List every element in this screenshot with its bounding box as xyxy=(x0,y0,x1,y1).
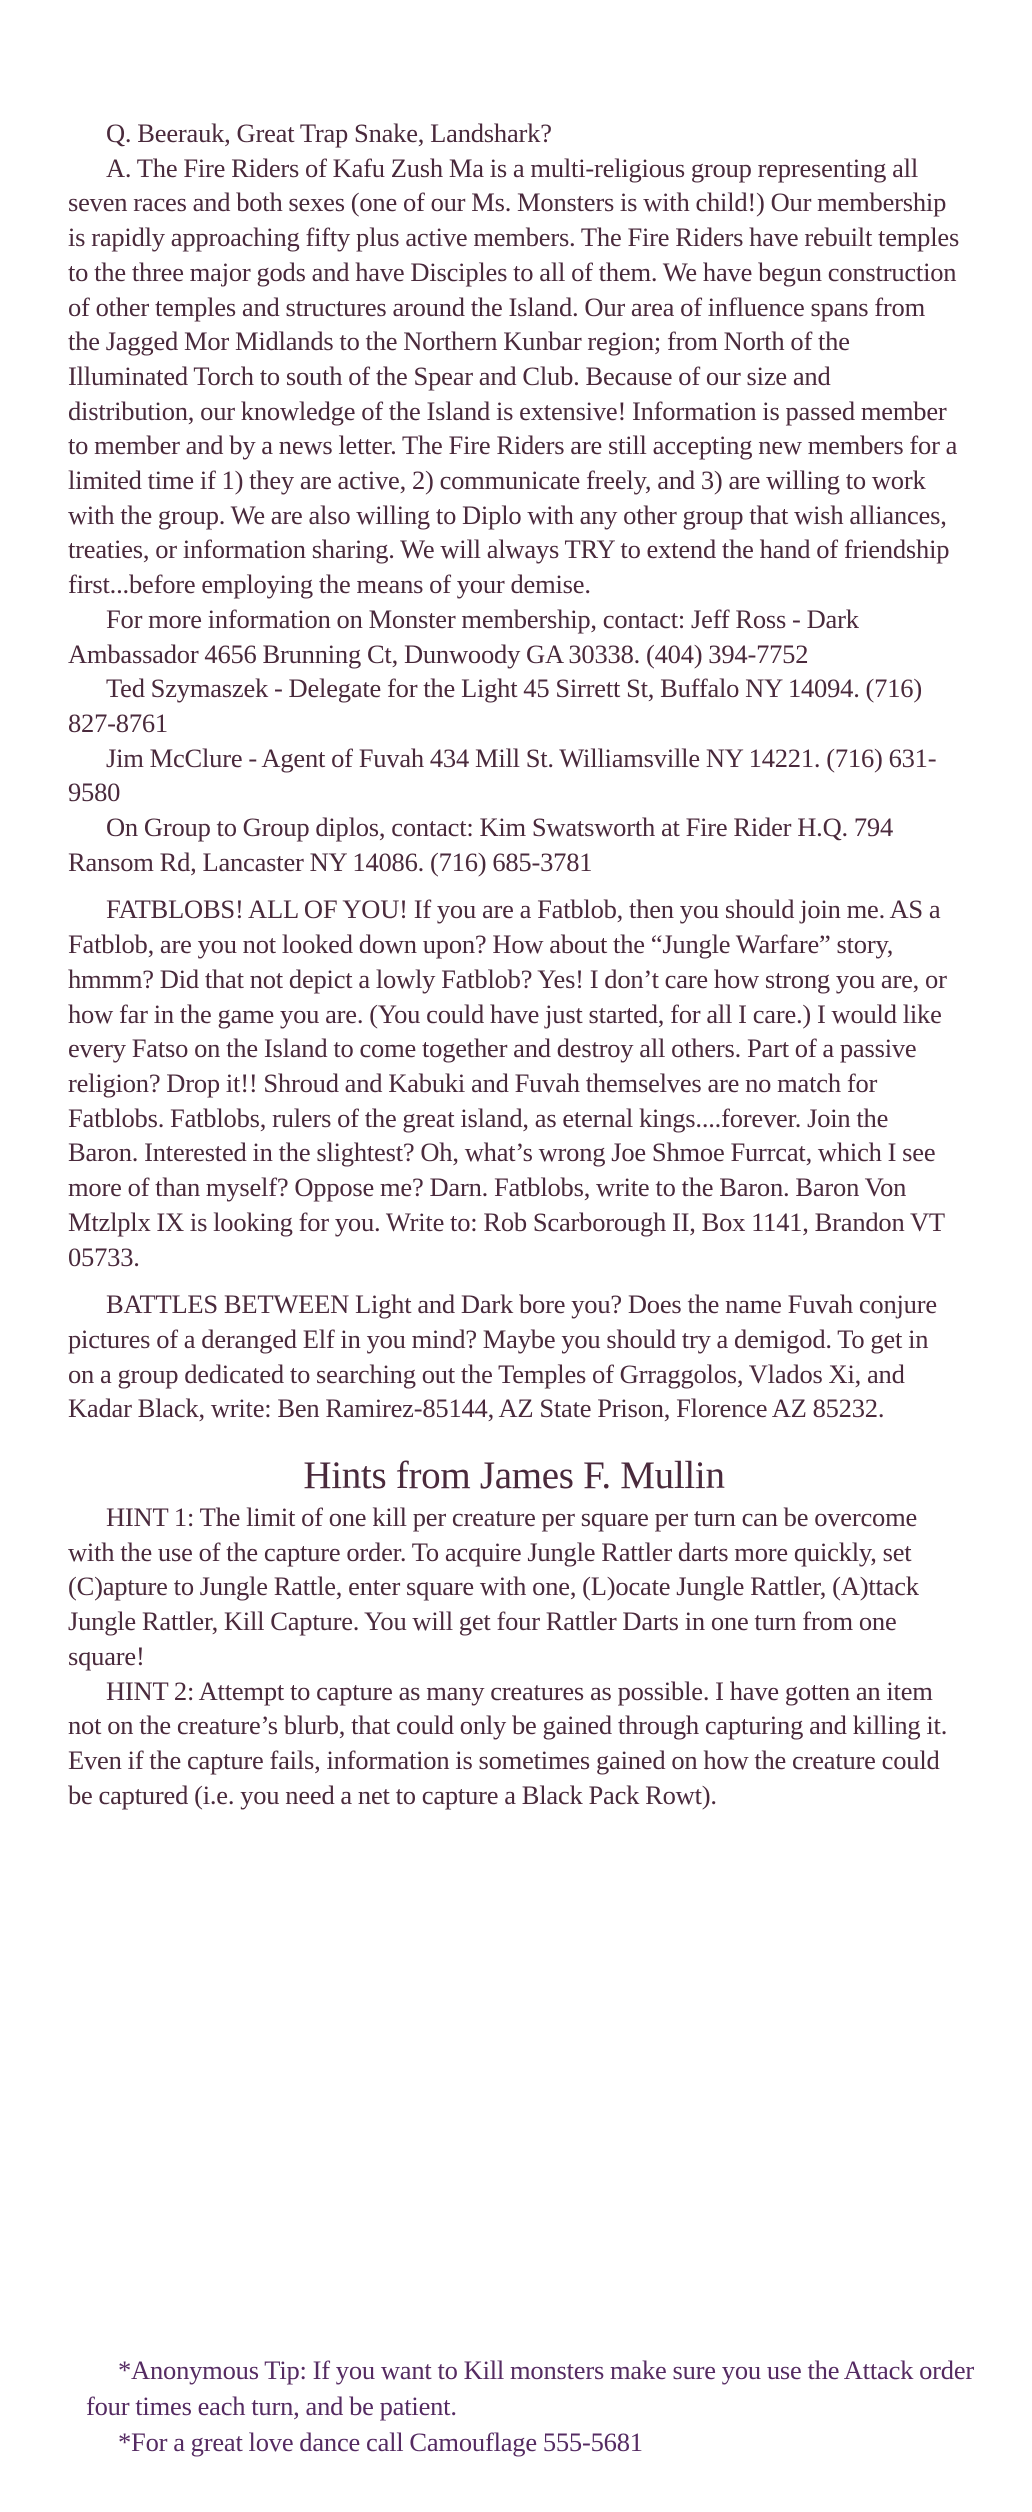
love-dance-tip: *For a great love dance call Camouflage 555-5681 xyxy=(118,2427,643,2457)
contact-jim-mcclure: Jim McClure - Agent of Fuvah 434 Mill St. Williamsville NY 14221. (716) 631-9580 xyxy=(68,742,937,808)
article-column xyxy=(68,116,960,1812)
hint-2-paragraph: HINT 2: Attempt to capture as many creatures as possible. I have gotten an item not on the creature’s blurb, that could only be gained through capturing and killing it. Even if the capture fails, information is sometimes gained on how the creature could be captured (i.e. you need a net to capture a Black Pack Rowt). xyxy=(68,1675,948,1810)
hint-1-paragraph: HINT 1: The limit of one kill per creature per square per turn can be overcome with the use of the capture order. To acquire Jungle Rattler darts more quickly, set (C)apture to Jungle Rattle, enter square with one, (L)ocate Jungle Rattler, (A)ttack Jungle Rattler, Kill Capture. You will get four Rattler Darts in one turn from one square! xyxy=(68,1502,919,1671)
hints-heading: Hints from James F. Mullin xyxy=(303,1454,725,1498)
anonymous-tip: *Anonymous Tip: If you want to Kill monsters make sure you use the Attack order four times each turn, and be patient. xyxy=(86,2355,975,2421)
answer-paragraph: A. The Fire Riders of Kafu Zush Ma is a multi-religious group representing all seven races and both sexes (one of our Ms. Monsters is with child!) Our membership is rapidly approaching fifty plus active members. The Fire Riders have rebuilt temples to the three major gods and have Disciples to all of them. We have begun construction of other temples and structures around the Island. Our area of influence spans from the Jagged Mor Midlands to the Northern Kunbar region; from North of the Illuminated Torch to south of the Spear and Club. Because of our size and distribution, our knowledge of the Island is extensive! Information is passed member to member and by a news letter. The Fire Riders are still accepting new members for a limited time if 1) they are active, 2) communicate freely, and 3) are willing to work with the group. We are also willing to Diplo with any other group that wish alliances, treaties, or information sharing. We will always TRY to extend the hand of friendship first...before employing the means of your demise. xyxy=(68,152,960,600)
contact-ted-szymaszek: Ted Szymaszek - Delegate for the Light 45 Sirrett St, Buffalo NY 14094. (716) 827-8761 xyxy=(68,673,922,738)
contact-kim-swatsworth: On Group to Group diplos, contact: Kim Swatsworth at Fire Rider H.Q. 794 Ransom Rd, Lancaster NY 14086. (716) 685-3781 xyxy=(68,812,894,877)
tips-section xyxy=(86,2352,976,2460)
contact-jeff-ross: For more information on Monster membership, contact: Jeff Ross - Dark Ambassador 4656 Brunning Ct, Dunwoody GA 30338. (404) 394-7752 xyxy=(68,603,859,669)
battles-paragraph: BATTLES BETWEEN Light and Dark bore you? Does the name Fuvah conjure pictures of a deranged Elf in you mind? Maybe you should try a demigod. To get in on a group dedicated to searching out the Temples of Grraggolos, Vlados Xi, and Kadar Black, write: Ben Ramirez-85144, AZ State Prison, Florence AZ 85232. xyxy=(68,1289,937,1424)
question-paragraph: Q. Beerauk, Great Trap Snake, Landshark? xyxy=(106,118,552,148)
fatblobs-paragraph: FATBLOBS! ALL OF YOU! If you are a Fatblob, then you should join me. AS a Fatblob, are you not looked down upon? How about the “Jungle Warfare” story, hmmm? Did that not depict a lowly Fatblob? Yes! I don’t care how strong you are, or how far in the game you are. (You could have just started, for all I care.) I would like every Fatso on the Island to come together and destroy all others. Part of a passive religion? Drop it!! Shroud and Kabuki and Fuvah themselves are no match for Fatblobs. Fatblobs, rulers of the great island, as eternal kings....forever. Join the Baron. Interested in the slightest? Oh, what’s wrong Joe Shmoe Furrcat, which I see more of than myself? Oppose me? Darn. Fatblobs, write to the Baron. Baron Von Mtzlplx IX is looking for you. Write to: Rob Scarborough II, Box 1141, Brandon VT 05733. xyxy=(68,894,947,1272)
